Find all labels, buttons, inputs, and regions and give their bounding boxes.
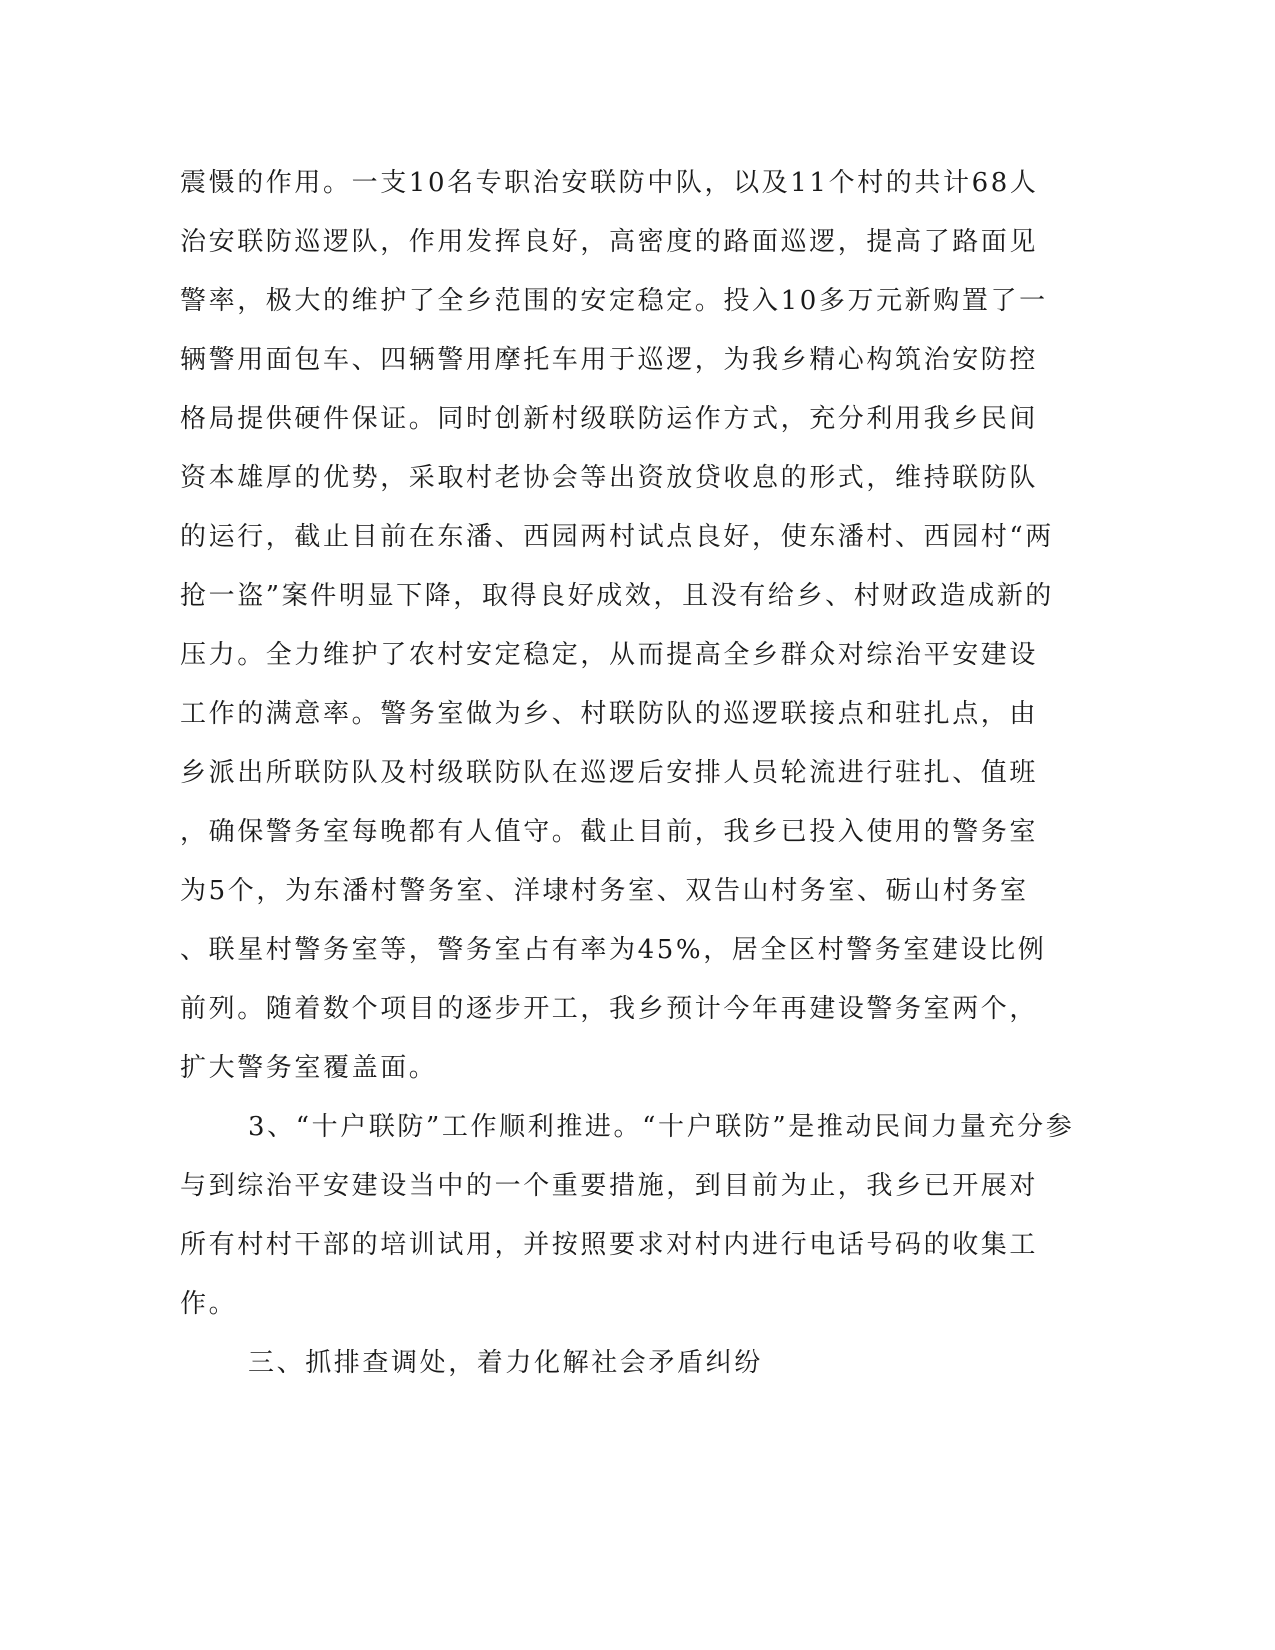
paragraph-2-line-3: 所有村村干部的培训试用，并按照要求对村内进行电话号码的收集工: [180, 1230, 1039, 1260]
text-line-14: 、联星村警务室等，警务室占有率为45%，居全区村警务室建设比例: [180, 935, 1047, 965]
text-line-8: 抢一盗”案件明显下降，取得良好成效，且没有给乡、村财政造成新的: [180, 581, 1054, 611]
text-line-10: 工作的满意率。警务室做为乡、村联防队的巡逻联接点和驻扎点，由: [180, 699, 1039, 729]
text-line-12: ，确保警务室每晚都有人值守。截止目前，我乡已投入使用的警务室: [180, 817, 1039, 847]
paragraph-2-line-1: 3、“十户联防”工作顺利推进。“十户联防”是推动民间力量充分参: [248, 1112, 1075, 1142]
text-line-1: 震慑的作用。一支10名专职治安联防中队，以及11个村的共计68人: [180, 168, 1039, 198]
text-line-4: 辆警用面包车、四辆警用摩托车用于巡逻，为我乡精心构筑治安防控: [180, 345, 1039, 375]
paragraph-2-line-2: 与到综治平安建设当中的一个重要措施，到目前为止，我乡已开展对: [180, 1171, 1039, 1201]
text-line-9: 压力。全力维护了农村安定稳定，从而提高全乡群众对综治平安建设: [180, 640, 1039, 670]
text-line-13: 为5个，为东潘村警务室、洋埭村务室、双告山村务室、砺山村务室: [180, 876, 1029, 906]
text-line-11: 乡派出所联防队及村级联防队在巡逻后安排人员轮流进行驻扎、值班: [180, 758, 1039, 788]
section-heading: 三、抓排查调处，着力化解社会矛盾纠纷: [248, 1348, 763, 1378]
text-line-15: 前列。随着数个项目的逐步开工，我乡预计今年再建设警务室两个，: [180, 994, 1039, 1024]
text-line-6: 资本雄厚的优势，采取村老协会等出资放贷收息的形式，维持联防队: [180, 463, 1039, 493]
text-line-7: 的运行，截止目前在东潘、西园两村试点良好，使东潘村、西园村“两: [180, 522, 1054, 552]
text-line-3: 警率，极大的维护了全乡范围的安定稳定。投入10多万元新购置了一: [180, 286, 1048, 316]
text-line-2: 治安联防巡逻队，作用发挥良好，高密度的路面巡逻，提高了路面见: [180, 227, 1039, 257]
text-line-16: 扩大警务室覆盖面。: [180, 1053, 438, 1083]
text-line-5: 格局提供硬件保证。同时创新村级联防运作方式，充分利用我乡民间: [180, 404, 1039, 434]
paragraph-2-line-4: 作。: [180, 1289, 238, 1319]
